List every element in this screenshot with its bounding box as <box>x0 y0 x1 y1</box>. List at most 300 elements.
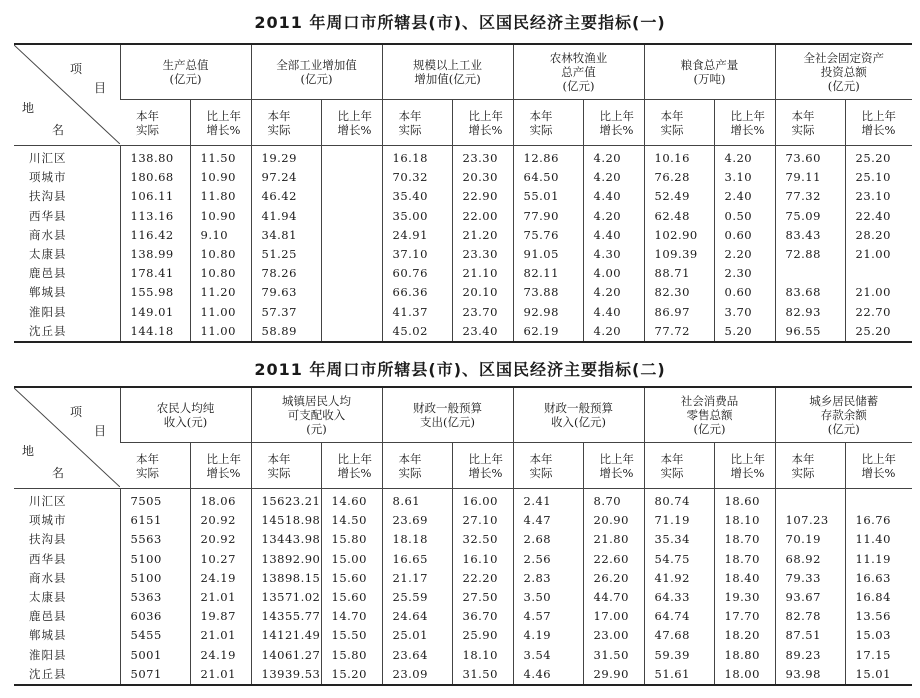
value-actual: 5100 <box>120 550 190 569</box>
value-growth: 0.60 <box>714 283 775 302</box>
table-row <box>14 607 912 626</box>
value-actual: 19.29 <box>251 146 321 169</box>
sub-header-actual: 本年 实际 <box>251 100 321 146</box>
table-row <box>14 187 912 206</box>
table-row <box>14 569 912 588</box>
sub-header-actual: 本年 实际 <box>382 443 452 489</box>
value-actual: 83.68 <box>775 283 845 302</box>
value-growth: 27.10 <box>452 511 513 530</box>
value-actual: 92.98 <box>513 303 583 322</box>
region-name: 项城市 <box>29 170 67 185</box>
value-growth: 20.90 <box>583 511 644 530</box>
value-actual: 35.00 <box>382 207 452 226</box>
value-actual: 2.41 <box>513 489 583 512</box>
value-actual: 82.11 <box>513 264 583 283</box>
value-growth: 10.90 <box>190 207 251 226</box>
value-growth: 20.92 <box>190 511 251 530</box>
value-growth <box>845 489 912 512</box>
value-growth: 11.19 <box>845 550 912 569</box>
region-name: 鹿邑县 <box>29 609 67 624</box>
value-growth: 15.80 <box>321 646 382 665</box>
value-growth: 4.20 <box>583 168 644 187</box>
value-growth: 22.00 <box>452 207 513 226</box>
value-growth <box>321 207 382 226</box>
value-growth: 18.70 <box>714 550 775 569</box>
sub-header-growth: 比上年 增长% <box>452 443 513 489</box>
corner-item-char: 项 <box>70 405 83 419</box>
sub-header-growth: 比上年 增长% <box>583 100 644 146</box>
value-growth: 4.20 <box>583 146 644 169</box>
region-name: 商水县 <box>29 570 67 585</box>
value-growth: 3.70 <box>714 303 775 322</box>
value-growth: 0.50 <box>714 207 775 226</box>
value-growth: 14.70 <box>321 607 382 626</box>
indicators-table-2 <box>14 386 912 686</box>
sub-header-growth: 比上年 增长% <box>321 443 382 489</box>
value-growth: 22.20 <box>452 569 513 588</box>
table-row <box>14 665 912 685</box>
sub-header-actual: 本年 实际 <box>136 108 159 137</box>
value-growth: 24.19 <box>190 569 251 588</box>
corner-region-char: 地 <box>22 444 35 458</box>
value-actual: 2.56 <box>513 550 583 569</box>
region-name: 淮阳县 <box>29 304 67 319</box>
value-actual: 24.64 <box>382 607 452 626</box>
value-actual: 5455 <box>120 626 190 645</box>
value-actual: 70.32 <box>382 168 452 187</box>
value-actual: 2.83 <box>513 569 583 588</box>
group-header: 生产总值 (亿元) <box>120 44 251 100</box>
value-growth: 14.60 <box>321 489 382 512</box>
value-actual: 5001 <box>120 646 190 665</box>
value-growth: 31.50 <box>452 665 513 685</box>
value-actual: 82.30 <box>644 283 714 302</box>
value-actual: 52.49 <box>644 187 714 206</box>
value-actual: 13939.53 <box>251 665 321 685</box>
value-actual: 47.68 <box>644 626 714 645</box>
value-growth <box>321 283 382 302</box>
value-growth: 15.80 <box>321 530 382 549</box>
table2-title: 2011 年周口市所辖县(市)、区国民经济主要指标(二) <box>254 360 666 379</box>
value-growth: 32.50 <box>452 530 513 549</box>
region-name: 郸城县 <box>29 285 67 300</box>
value-growth: 13.56 <box>845 607 912 626</box>
value-growth: 28.20 <box>845 226 912 245</box>
value-actual: 58.89 <box>251 322 321 342</box>
value-growth: 18.10 <box>714 511 775 530</box>
value-growth: 36.70 <box>452 607 513 626</box>
sub-header-actual: 本年 实际 <box>644 443 714 489</box>
region-name: 川汇区 <box>29 494 67 508</box>
value-growth: 17.15 <box>845 646 912 665</box>
value-growth: 21.00 <box>845 283 912 302</box>
value-actual: 6036 <box>120 607 190 626</box>
value-actual: 46.42 <box>251 187 321 206</box>
value-growth: 44.70 <box>583 588 644 607</box>
value-growth: 21.01 <box>190 588 251 607</box>
value-actual: 6151 <box>120 511 190 530</box>
value-growth: 18.60 <box>714 489 775 512</box>
value-growth: 15.00 <box>321 550 382 569</box>
value-growth: 21.01 <box>190 626 251 645</box>
value-actual: 62.48 <box>644 207 714 226</box>
value-growth: 17.00 <box>583 607 644 626</box>
value-actual: 80.74 <box>644 489 714 512</box>
value-growth: 21.10 <box>452 264 513 283</box>
region-name: 扶沟县 <box>29 189 67 204</box>
value-growth: 5.20 <box>714 322 775 342</box>
value-actual: 78.26 <box>251 264 321 283</box>
table-row <box>14 303 912 322</box>
value-growth <box>321 264 382 283</box>
value-actual: 60.76 <box>382 264 452 283</box>
value-actual: 73.60 <box>775 146 845 169</box>
value-growth: 14.50 <box>321 511 382 530</box>
value-actual: 10.16 <box>644 146 714 169</box>
group-header: 城乡居民储蓄 存款余额 (亿元) <box>775 387 912 443</box>
value-growth: 4.20 <box>583 207 644 226</box>
value-actual: 18.18 <box>382 530 452 549</box>
group-header: 全社会固定资产 投资总额 (亿元) <box>775 44 912 100</box>
value-growth: 18.10 <box>452 646 513 665</box>
value-growth: 29.90 <box>583 665 644 685</box>
table-row <box>14 489 912 512</box>
table-row <box>14 264 912 283</box>
value-actual: 57.37 <box>251 303 321 322</box>
value-growth: 11.80 <box>190 187 251 206</box>
value-actual: 23.64 <box>382 646 452 665</box>
region-name: 郸城县 <box>29 628 67 643</box>
value-growth: 3.10 <box>714 168 775 187</box>
value-actual: 180.68 <box>120 168 190 187</box>
value-growth: 2.30 <box>714 264 775 283</box>
value-actual: 71.19 <box>644 511 714 530</box>
value-growth: 22.70 <box>845 303 912 322</box>
value-actual: 41.37 <box>382 303 452 322</box>
value-actual: 109.39 <box>644 245 714 264</box>
value-actual: 5071 <box>120 665 190 685</box>
group-header: 财政一般预算 收入(亿元) <box>513 387 644 443</box>
value-actual: 54.75 <box>644 550 714 569</box>
sub-header-growth: 比上年 增长% <box>190 100 251 146</box>
value-actual: 13443.98 <box>251 530 321 549</box>
value-actual: 51.25 <box>251 245 321 264</box>
value-actual: 5100 <box>120 569 190 588</box>
value-growth: 23.40 <box>452 322 513 342</box>
value-growth: 4.20 <box>583 322 644 342</box>
value-growth: 15.60 <box>321 569 382 588</box>
value-actual: 35.40 <box>382 187 452 206</box>
value-actual: 15623.21 <box>251 489 321 512</box>
value-growth: 16.00 <box>452 489 513 512</box>
region-name: 沈丘县 <box>29 666 67 681</box>
value-actual: 93.98 <box>775 665 845 685</box>
value-growth: 10.80 <box>190 264 251 283</box>
value-actual: 62.19 <box>513 322 583 342</box>
value-actual: 82.93 <box>775 303 845 322</box>
value-actual: 37.10 <box>382 245 452 264</box>
value-actual: 83.43 <box>775 226 845 245</box>
value-growth <box>321 322 382 342</box>
value-growth: 15.20 <box>321 665 382 685</box>
value-actual: 41.94 <box>251 207 321 226</box>
value-actual: 55.01 <box>513 187 583 206</box>
value-actual: 79.11 <box>775 168 845 187</box>
value-actual: 5563 <box>120 530 190 549</box>
corner-region-char: 地 <box>22 101 35 115</box>
value-actual: 82.78 <box>775 607 845 626</box>
sub-header-growth: 比上年 增长% <box>321 100 382 146</box>
group-header: 财政一般预算 支出(亿元) <box>382 387 513 443</box>
value-actual: 77.90 <box>513 207 583 226</box>
value-actual: 66.36 <box>382 283 452 302</box>
value-actual: 79.33 <box>775 569 845 588</box>
value-growth: 21.20 <box>452 226 513 245</box>
value-actual: 25.59 <box>382 588 452 607</box>
value-actual: 138.99 <box>120 245 190 264</box>
indicators-table-1 <box>14 43 912 343</box>
value-growth <box>321 187 382 206</box>
value-growth: 18.20 <box>714 626 775 645</box>
value-growth: 4.20 <box>714 146 775 169</box>
value-actual: 64.74 <box>644 607 714 626</box>
value-growth <box>321 226 382 245</box>
sub-header-growth: 比上年 增长% <box>714 100 775 146</box>
value-growth: 27.50 <box>452 588 513 607</box>
table-row <box>14 646 912 665</box>
table-row <box>14 550 912 569</box>
region-name: 西华县 <box>29 208 67 223</box>
value-growth: 4.40 <box>583 303 644 322</box>
table-row <box>14 245 912 264</box>
table-row <box>14 146 912 169</box>
value-actual: 59.39 <box>644 646 714 665</box>
value-growth: 15.01 <box>845 665 912 685</box>
corner-region-char: 名 <box>52 123 65 137</box>
value-growth: 11.20 <box>190 283 251 302</box>
sub-header-actual: 本年 实际 <box>513 100 583 146</box>
value-growth: 11.00 <box>190 322 251 342</box>
value-actual: 4.47 <box>513 511 583 530</box>
sub-header-growth: 比上年 增长% <box>845 443 912 489</box>
sub-header-growth: 比上年 增长% <box>190 443 251 489</box>
value-actual: 106.11 <box>120 187 190 206</box>
value-actual: 77.32 <box>775 187 845 206</box>
value-actual: 16.65 <box>382 550 452 569</box>
table-row <box>14 322 912 342</box>
value-actual: 7505 <box>120 489 190 512</box>
value-growth: 22.40 <box>845 207 912 226</box>
value-actual <box>775 264 845 283</box>
value-growth: 9.10 <box>190 226 251 245</box>
value-actual: 13898.15 <box>251 569 321 588</box>
value-growth <box>321 245 382 264</box>
corner-header <box>14 387 120 489</box>
value-actual: 138.80 <box>120 146 190 169</box>
value-growth: 25.10 <box>845 168 912 187</box>
value-actual: 41.92 <box>644 569 714 588</box>
value-growth: 4.30 <box>583 245 644 264</box>
sub-header-actual: 本年 实际 <box>382 100 452 146</box>
value-growth: 0.60 <box>714 226 775 245</box>
value-actual: 12.86 <box>513 146 583 169</box>
region-name: 项城市 <box>29 513 67 528</box>
value-growth: 25.90 <box>452 626 513 645</box>
table-row <box>14 530 912 549</box>
group-header: 规模以上工业 增加值(亿元) <box>382 44 513 100</box>
group-header: 社会消费品 零售总额 (亿元) <box>644 387 775 443</box>
value-actual: 70.19 <box>775 530 845 549</box>
value-actual: 88.71 <box>644 264 714 283</box>
group-header: 农林牧渔业 总产值 (亿元) <box>513 44 644 100</box>
value-actual: 14121.49 <box>251 626 321 645</box>
value-actual: 113.16 <box>120 207 190 226</box>
value-growth: 26.20 <box>583 569 644 588</box>
value-actual: 76.28 <box>644 168 714 187</box>
value-actual: 4.46 <box>513 665 583 685</box>
sub-header-actual: 本年 实际 <box>136 451 159 480</box>
value-actual: 21.17 <box>382 569 452 588</box>
value-actual: 72.88 <box>775 245 845 264</box>
region-name: 川汇区 <box>29 151 67 165</box>
value-growth: 18.80 <box>714 646 775 665</box>
region-name: 太康县 <box>29 247 67 262</box>
value-actual: 68.92 <box>775 550 845 569</box>
value-actual: 45.02 <box>382 322 452 342</box>
value-actual: 86.97 <box>644 303 714 322</box>
value-growth: 2.20 <box>714 245 775 264</box>
value-actual: 23.69 <box>382 511 452 530</box>
value-growth: 19.87 <box>190 607 251 626</box>
value-actual: 3.54 <box>513 646 583 665</box>
region-name: 太康县 <box>29 590 67 605</box>
corner-region-char: 名 <box>52 466 65 480</box>
table-row <box>14 588 912 607</box>
value-growth: 21.00 <box>845 245 912 264</box>
corner-item-char: 目 <box>94 424 107 438</box>
value-actual: 96.55 <box>775 322 845 342</box>
value-actual: 93.67 <box>775 588 845 607</box>
value-actual: 97.24 <box>251 168 321 187</box>
value-growth: 31.50 <box>583 646 644 665</box>
sub-header-actual: 本年 实际 <box>775 443 845 489</box>
value-actual: 13571.02 <box>251 588 321 607</box>
value-growth: 16.63 <box>845 569 912 588</box>
value-actual <box>775 489 845 512</box>
value-growth: 4.40 <box>583 226 644 245</box>
group-header: 农民人均纯 收入(元) <box>120 387 251 443</box>
value-growth: 17.70 <box>714 607 775 626</box>
value-growth: 16.10 <box>452 550 513 569</box>
value-growth: 18.06 <box>190 489 251 512</box>
value-growth <box>321 146 382 169</box>
value-growth: 23.30 <box>452 146 513 169</box>
value-actual: 77.72 <box>644 322 714 342</box>
value-actual: 25.01 <box>382 626 452 645</box>
value-actual: 91.05 <box>513 245 583 264</box>
value-growth: 22.60 <box>583 550 644 569</box>
value-growth: 11.40 <box>845 530 912 549</box>
value-actual: 35.34 <box>644 530 714 549</box>
value-growth: 25.20 <box>845 322 912 342</box>
table-row <box>14 511 912 530</box>
value-growth: 21.01 <box>190 665 251 685</box>
value-actual: 8.61 <box>382 489 452 512</box>
sub-header-growth: 比上年 增长% <box>845 100 912 146</box>
value-growth: 19.30 <box>714 588 775 607</box>
value-actual: 144.18 <box>120 322 190 342</box>
region-name: 鹿邑县 <box>29 266 67 281</box>
value-growth: 11.00 <box>190 303 251 322</box>
table-row <box>14 226 912 245</box>
value-growth: 10.27 <box>190 550 251 569</box>
value-growth: 15.50 <box>321 626 382 645</box>
value-growth: 20.30 <box>452 168 513 187</box>
value-actual: 75.09 <box>775 207 845 226</box>
value-actual: 24.91 <box>382 226 452 245</box>
value-actual: 79.63 <box>251 283 321 302</box>
value-growth <box>321 303 382 322</box>
value-actual: 75.76 <box>513 226 583 245</box>
value-actual: 3.50 <box>513 588 583 607</box>
group-header: 城镇居民人均 可支配收入 (元) <box>251 387 382 443</box>
sub-header-actual: 本年 实际 <box>251 443 321 489</box>
group-header: 全部工业增加值 (亿元) <box>251 44 382 100</box>
value-actual: 116.42 <box>120 226 190 245</box>
value-growth: 23.00 <box>583 626 644 645</box>
value-growth: 4.40 <box>583 187 644 206</box>
value-growth: 2.40 <box>714 187 775 206</box>
sub-header-growth: 比上年 增长% <box>714 443 775 489</box>
table1-title: 2011 年周口市所辖县(市)、区国民经济主要指标(一) <box>254 13 666 32</box>
sub-header-actual: 本年 实际 <box>775 100 845 146</box>
table-row <box>14 207 912 226</box>
sub-header-growth: 比上年 增长% <box>583 443 644 489</box>
value-growth: 4.00 <box>583 264 644 283</box>
value-growth: 21.80 <box>583 530 644 549</box>
region-name: 扶沟县 <box>29 532 67 547</box>
value-growth: 10.90 <box>190 168 251 187</box>
corner-item-char: 项 <box>70 62 83 76</box>
value-growth: 15.03 <box>845 626 912 645</box>
value-growth: 25.20 <box>845 146 912 169</box>
value-actual: 102.90 <box>644 226 714 245</box>
value-growth: 18.40 <box>714 569 775 588</box>
sub-header-actual: 本年 实际 <box>644 100 714 146</box>
value-growth: 23.10 <box>845 187 912 206</box>
value-growth: 20.10 <box>452 283 513 302</box>
value-growth: 20.92 <box>190 530 251 549</box>
value-actual: 13892.90 <box>251 550 321 569</box>
value-growth: 16.84 <box>845 588 912 607</box>
value-actual: 64.33 <box>644 588 714 607</box>
table-row <box>14 283 912 302</box>
value-actual: 14355.77 <box>251 607 321 626</box>
value-growth: 4.20 <box>583 283 644 302</box>
sub-header-growth: 比上年 增长% <box>452 100 513 146</box>
table-row <box>14 626 912 645</box>
value-growth: 11.50 <box>190 146 251 169</box>
value-growth: 15.60 <box>321 588 382 607</box>
value-actual: 4.19 <box>513 626 583 645</box>
value-growth <box>321 168 382 187</box>
value-growth: 16.76 <box>845 511 912 530</box>
value-growth: 23.30 <box>452 245 513 264</box>
value-growth: 18.70 <box>714 530 775 549</box>
region-name: 商水县 <box>29 227 67 242</box>
value-actual: 155.98 <box>120 283 190 302</box>
value-actual: 87.51 <box>775 626 845 645</box>
